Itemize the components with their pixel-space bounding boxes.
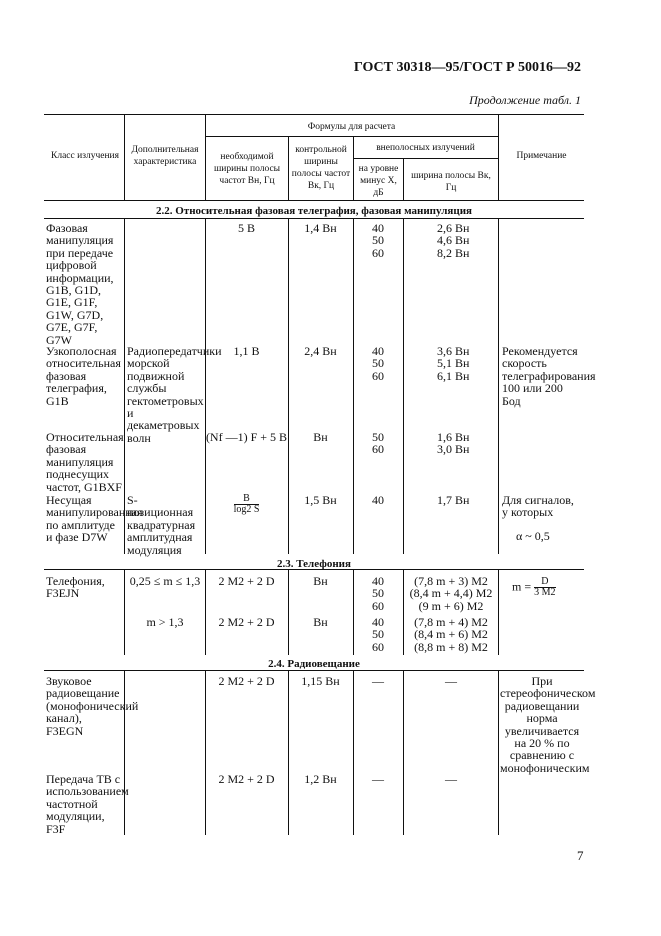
control-bandwidth: 1,5 Bн	[304, 493, 337, 507]
col-header-formulas: Формулы для расчета	[307, 122, 396, 132]
emission-class: Фазовая манипуляция при передаче цифровой информации, G1B, G1D, G1E, G1F, G1W, G7D, G7E, G7F, G7W	[46, 221, 114, 347]
col-header-emission-class: Класс излучения	[51, 151, 119, 161]
emission-class: Телефония, F3EJN	[46, 574, 105, 601]
additional-characteristic: S-позиционная квадратурная амплитудная модуляция	[127, 493, 196, 557]
level-values: 40	[372, 493, 384, 507]
additional-characteristic: m > 1,3	[146, 615, 184, 629]
bandwidth-values: —	[445, 674, 457, 688]
level-values: 40 50 60	[372, 574, 384, 613]
bandwidth-values: 1,7 Bн	[437, 493, 470, 507]
col-divider	[403, 670, 404, 835]
section-rule	[44, 218, 584, 219]
col-header-additional: Дополнительная характеристика	[131, 145, 199, 167]
necessary-bandwidth: 2 M2 + 2 D	[218, 615, 275, 629]
document-header: ГОСТ 30318—95/ГОСТ Р 50016—92	[353, 60, 581, 75]
additional-characteristic: 0,25 ≤ m ≤ 1,3	[129, 574, 201, 588]
level-values: —	[372, 674, 384, 688]
bandwidth-values: (7,8 m + 4) M2 (8,4 m + 6) M2 (8,8 m + 8) M2	[414, 615, 488, 654]
note: Рекомендуется скорость телеграфирования 100 или 200 Бод	[502, 344, 596, 408]
bandwidth-values: (7,8 m + 3) M2 (8,4 m + 4,4) M2 (9 m + 6) M2	[409, 574, 493, 613]
section-rule	[44, 670, 584, 671]
control-bandwidth: 1,4 Bн	[304, 221, 337, 235]
table-continuation: Продолжение табл. 1	[469, 93, 581, 107]
emission-class: Звуковое радиовещание (монофонический канал), F3EGN	[46, 674, 139, 738]
col-divider	[124, 114, 125, 200]
col-header-level: на уровне минус X, дБ	[358, 164, 399, 198]
necessary-bandwidth: 2 M2 + 2 D	[218, 772, 275, 786]
col-divider	[498, 218, 499, 554]
necessary-bandwidth: (Nf —1) F + 5 B	[205, 430, 288, 444]
emission-class: Относительная фазовая манипуляция поднесущих частот, G1BXF	[46, 430, 124, 494]
col-divider	[124, 218, 125, 554]
bandwidth-values: 2,6 Bн 4,6 Bн 8,2 Bн	[437, 221, 470, 260]
level-values: 40 50 60	[372, 221, 384, 260]
necessary-bandwidth: 2 M2 + 2 D	[218, 674, 275, 688]
level-values: —	[372, 772, 384, 786]
col-divider	[498, 670, 499, 835]
col-divider	[403, 158, 404, 200]
bandwidth-values: —	[445, 772, 457, 786]
control-bandwidth: 1,15 Bн	[301, 674, 340, 688]
bandwidth-values: 1,6 Bн 3,0 Bн	[437, 430, 470, 457]
section-heading: 2.3. Телефония	[277, 558, 351, 570]
header-bottom-rule	[44, 200, 584, 201]
formulas-rule	[205, 136, 498, 137]
note-alpha: α ~ 0,5	[516, 529, 550, 543]
col-header-bandwidth: ширина полосы Bк, Гц	[411, 171, 491, 193]
out-of-band-rule	[353, 158, 498, 159]
level-values: 40 50 60	[372, 344, 384, 383]
section-heading: 2.2. Относительная фазовая телеграфия, фазовая манипуляция	[155, 205, 472, 217]
necessary-bandwidth: 5 B	[237, 221, 255, 235]
emission-class: Несущая манипулированная по амплитуде и фазе D7W	[46, 493, 143, 545]
col-divider	[124, 670, 125, 835]
note: Для сигналов, у которых	[502, 493, 574, 520]
col-divider	[498, 569, 499, 655]
note: При стереофоническом радиовещании норма увеличивается на 20 % по сравнению с монофоническим	[500, 674, 596, 775]
col-header-out-of-band: внеполосных излучений	[376, 143, 475, 153]
col-header-necessary: необходимой ширины полосы частот Bн, Гц	[213, 152, 281, 186]
additional-characteristic: Радиопередатчики морской подвижной службы гектометровых и декаметровых волн	[127, 344, 222, 445]
level-values: 40 50 60	[372, 615, 384, 654]
control-bandwidth: 2,4 Bн	[304, 344, 337, 358]
control-bandwidth: Bн	[313, 574, 328, 588]
necessary-bandwidth: 1,1 B	[233, 344, 260, 358]
emission-class: Передача ТВ с использованием частотной модуляции, F3F	[46, 772, 129, 836]
col-divider	[288, 670, 289, 835]
control-bandwidth: Bн	[313, 430, 328, 444]
col-divider	[205, 670, 206, 835]
bandwidth-values: 3,6 Bн 5,1 Bн 6,1 Bн	[437, 344, 470, 383]
col-divider	[403, 218, 404, 554]
note-formula: m = $\frac{D}{3 M2}$	[512, 576, 556, 598]
level-values: 50 60	[372, 430, 384, 457]
col-header-note: Примечание	[516, 151, 567, 161]
table-top-rule	[44, 114, 584, 115]
necessary-bandwidth-fraction: $\frac{B}{\log 2 S}$	[233, 493, 260, 515]
emission-class: Узкополосная относительная фазовая телеграфия, G1B	[46, 344, 121, 408]
control-bandwidth: 1,2 Bн	[304, 772, 337, 786]
necessary-bandwidth: 2 M2 + 2 D	[218, 574, 275, 588]
col-divider	[353, 670, 354, 835]
col-header-control: контрольной ширины полосы частот Bк, Гц	[291, 145, 351, 191]
control-bandwidth: Bн	[313, 615, 328, 629]
page-number: 7	[577, 848, 584, 863]
section-heading: 2.4. Радиовещание	[268, 658, 360, 670]
